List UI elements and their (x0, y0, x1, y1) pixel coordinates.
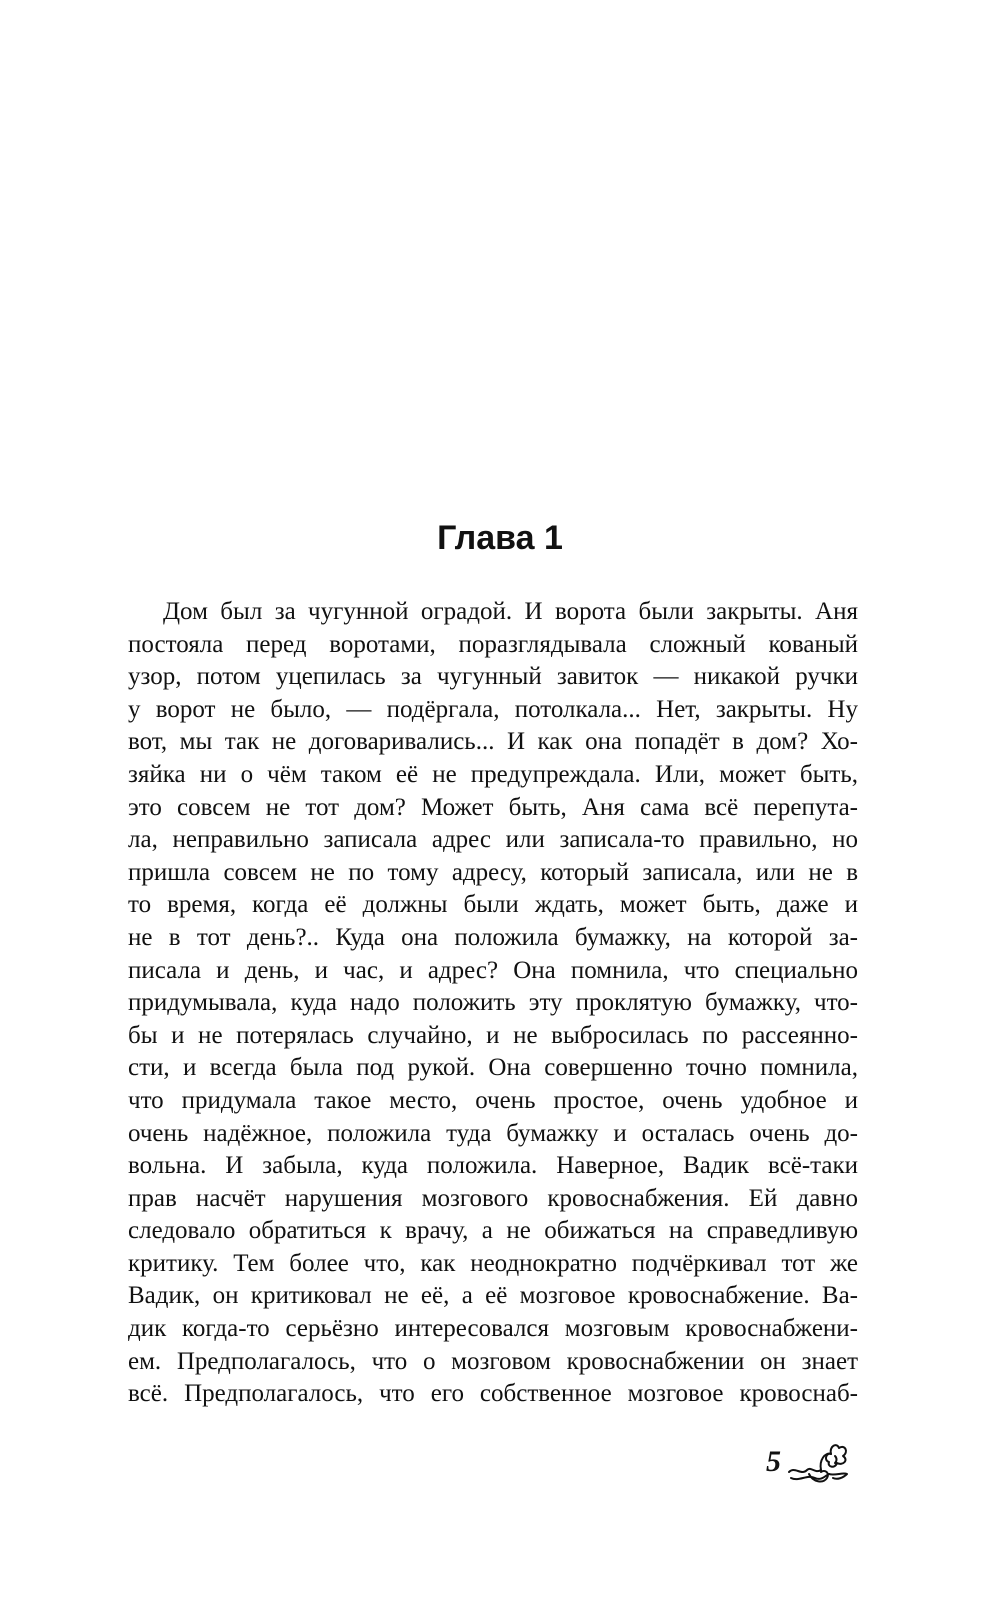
text-line: вольна. И забыла, куда положила. Наверное, Вадик всё-таки (128, 1152, 858, 1180)
text-line: дик когда-то серьёзно интересовался мозговым кровоснабжени- (128, 1315, 858, 1343)
text-line: не в тот день?.. Куда она положила бумажку, на которой за- (128, 923, 858, 951)
text-line: пришла совсем не по тому адресу, который записала, или не в (128, 858, 858, 886)
floral-ornament-icon (785, 1436, 851, 1488)
chapter-body (128, 596, 858, 1411)
text-line: Вадик, он критиковал не её, а её мозговое кровоснабжение. Ва- (128, 1282, 858, 1310)
text-line: вот, мы так не договаривались... И как она попадёт в дом? Хо- (128, 728, 858, 756)
text-line: ем. Предполагалось, что о мозговом кровоснабжении он знает (128, 1347, 858, 1375)
text-line: писала и день, и час, и адрес? Она помнила, что специально (128, 956, 858, 984)
text-line: узор, потом уцепилась за чугунный завиток — никакой ручки (128, 663, 858, 691)
text-line: это совсем не тот дом? Может быть, Аня сама всё перепута- (128, 793, 858, 821)
text-line: постояла перед воротами, поразглядывала сложный кованый (128, 630, 858, 658)
text-line: то время, когда её должны были ждать, может быть, даже и (128, 891, 858, 919)
text-line: критику. Тем более что, как неоднократно подчёркивал тот же (128, 1249, 858, 1277)
text-line: бы и не потерялась случайно, и не выбросилась по рассеянно- (128, 1021, 858, 1049)
text-line: прав насчёт нарушения мозгового кровоснабжения. Ей давно (128, 1184, 858, 1212)
text-line: Дом был за чугунной оградой. И ворота были закрыты. Аня (163, 598, 858, 625)
text-line: ла, неправильно записала адрес или записала-то правильно, но (128, 826, 858, 854)
page-number: 5 (766, 1445, 781, 1478)
text-line: что придумала такое место, очень простое, очень удобное и (128, 1086, 858, 1114)
text-line: следовало обратиться к врачу, а не обижаться на справедливую (128, 1217, 858, 1245)
text-line: зяйка ни о чём таком её не предупреждала. Или, может быть, (128, 760, 858, 788)
text-line: очень надёжное, положила туда бумажку и осталась очень до- (128, 1119, 858, 1147)
text-line: всё. Предполагалось, что его собственное мозговое кровоснаб- (128, 1380, 858, 1408)
text-line: у ворот не было, — подёргала, потолкала... Нет, закрыты. Ну (128, 695, 858, 723)
text-line: придумывала, куда надо положить эту проклятую бумажку, что- (128, 989, 858, 1017)
text-line: сти, и всегда была под рукой. Она совершенно точно помнила, (128, 1054, 858, 1082)
page-footer (766, 1436, 851, 1488)
chapter-title: Глава 1 (437, 519, 563, 557)
